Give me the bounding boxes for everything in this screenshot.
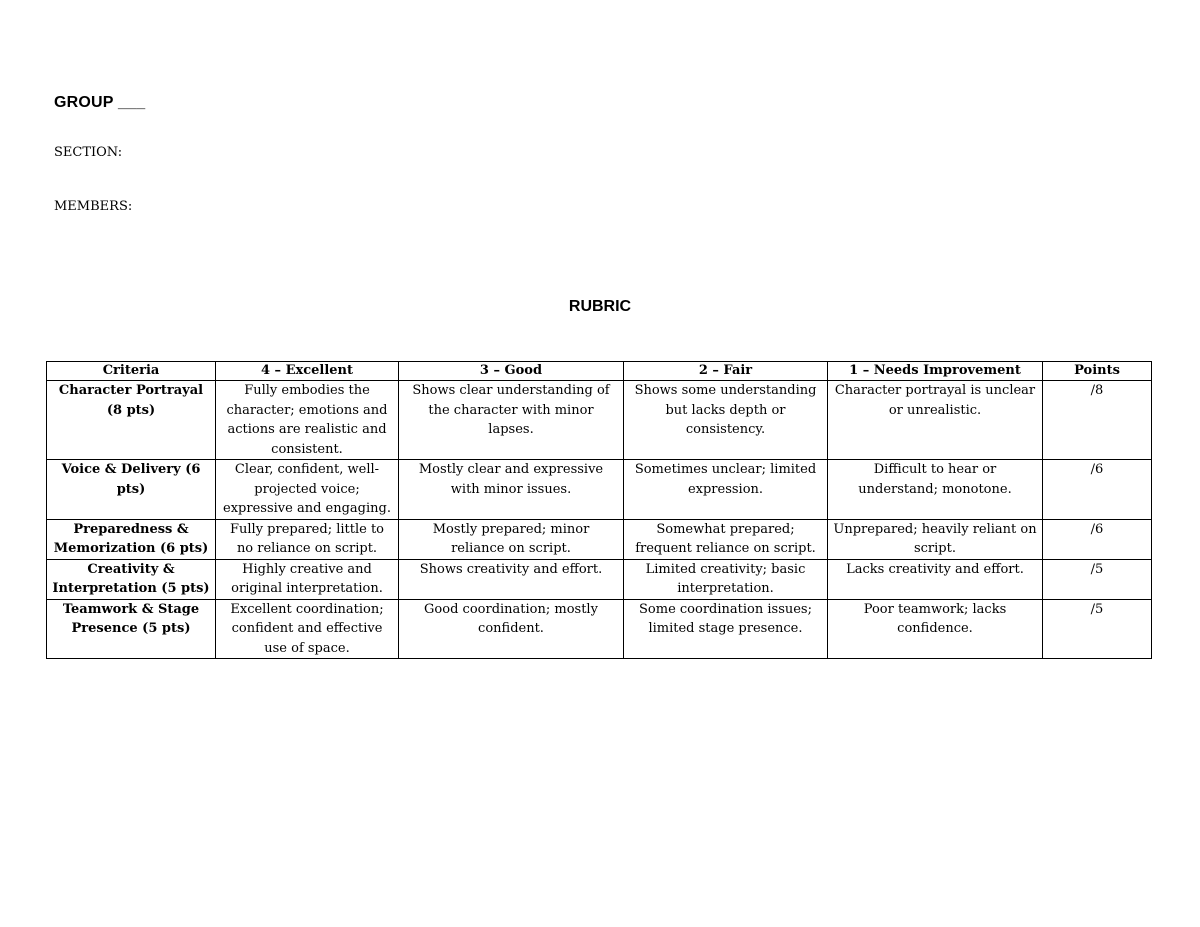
points-cell: /5: [1043, 599, 1152, 659]
points-cell: /6: [1043, 460, 1152, 520]
good-cell: Mostly clear and expressive with minor issues.: [399, 460, 624, 520]
table-header-row: [47, 362, 1152, 381]
fair-cell: Sometimes unclear; limited expression.: [624, 460, 828, 520]
points-cell: /5: [1043, 559, 1152, 599]
fair-cell: Somewhat prepared; frequent reliance on script.: [624, 519, 828, 559]
column-header-excellent: 4 – Excellent: [216, 362, 399, 381]
points-cell: /8: [1043, 381, 1152, 460]
table-row: [47, 460, 1152, 520]
column-header-criteria: Criteria: [47, 362, 216, 381]
criteria-cell: Voice & Delivery (6 pts): [47, 460, 216, 520]
members-label: MEMBERS:: [54, 199, 133, 214]
criteria-cell: Teamwork & Stage Presence (5 pts): [47, 599, 216, 659]
good-cell: Mostly prepared; minor reliance on script.: [399, 519, 624, 559]
needs-improvement-cell: Character portrayal is unclear or unrealistic.: [828, 381, 1043, 460]
column-header-fair: 2 – Fair: [624, 362, 828, 381]
needs-improvement-cell: Difficult to hear or understand; monotone.: [828, 460, 1043, 520]
column-header-good: 3 – Good: [399, 362, 624, 381]
needs-improvement-cell: Unprepared; heavily reliant on script.: [828, 519, 1043, 559]
fair-cell: Limited creativity; basic interpretation.: [624, 559, 828, 599]
table-row: [47, 381, 1152, 460]
fair-cell: Shows some understanding but lacks depth or consistency.: [624, 381, 828, 460]
excellent-cell: Fully prepared; little to no reliance on script.: [216, 519, 399, 559]
table-row: [47, 599, 1152, 659]
needs-improvement-cell: Lacks creativity and effort.: [828, 559, 1043, 599]
rubric-table: [46, 361, 1152, 659]
good-cell: Shows clear understanding of the character with minor lapses.: [399, 381, 624, 460]
good-cell: Good coordination; mostly confident.: [399, 599, 624, 659]
excellent-cell: Fully embodies the character; emotions and actions are realistic and consistent.: [216, 381, 399, 460]
column-header-points: Points: [1043, 362, 1152, 381]
group-heading: GROUP ___: [54, 94, 146, 111]
table-row: [47, 559, 1152, 599]
section-label: SECTION:: [54, 145, 123, 160]
excellent-cell: Excellent coordination; confident and effective use of space.: [216, 599, 399, 659]
excellent-cell: Clear, confident, well-projected voice; expressive and engaging.: [216, 460, 399, 520]
criteria-cell: Creativity & Interpretation (5 pts): [47, 559, 216, 599]
rubric-title: RUBRIC: [568, 298, 632, 315]
fair-cell: Some coordination issues; limited stage presence.: [624, 599, 828, 659]
points-cell: /6: [1043, 519, 1152, 559]
criteria-cell: Character Portrayal (8 pts): [47, 381, 216, 460]
good-cell: Shows creativity and effort.: [399, 559, 624, 599]
criteria-cell: Preparedness & Memorization (6 pts): [47, 519, 216, 559]
column-header-needs-improvement: 1 – Needs Improvement: [828, 362, 1043, 381]
excellent-cell: Highly creative and original interpretation.: [216, 559, 399, 599]
table-row: [47, 519, 1152, 559]
needs-improvement-cell: Poor teamwork; lacks confidence.: [828, 599, 1043, 659]
